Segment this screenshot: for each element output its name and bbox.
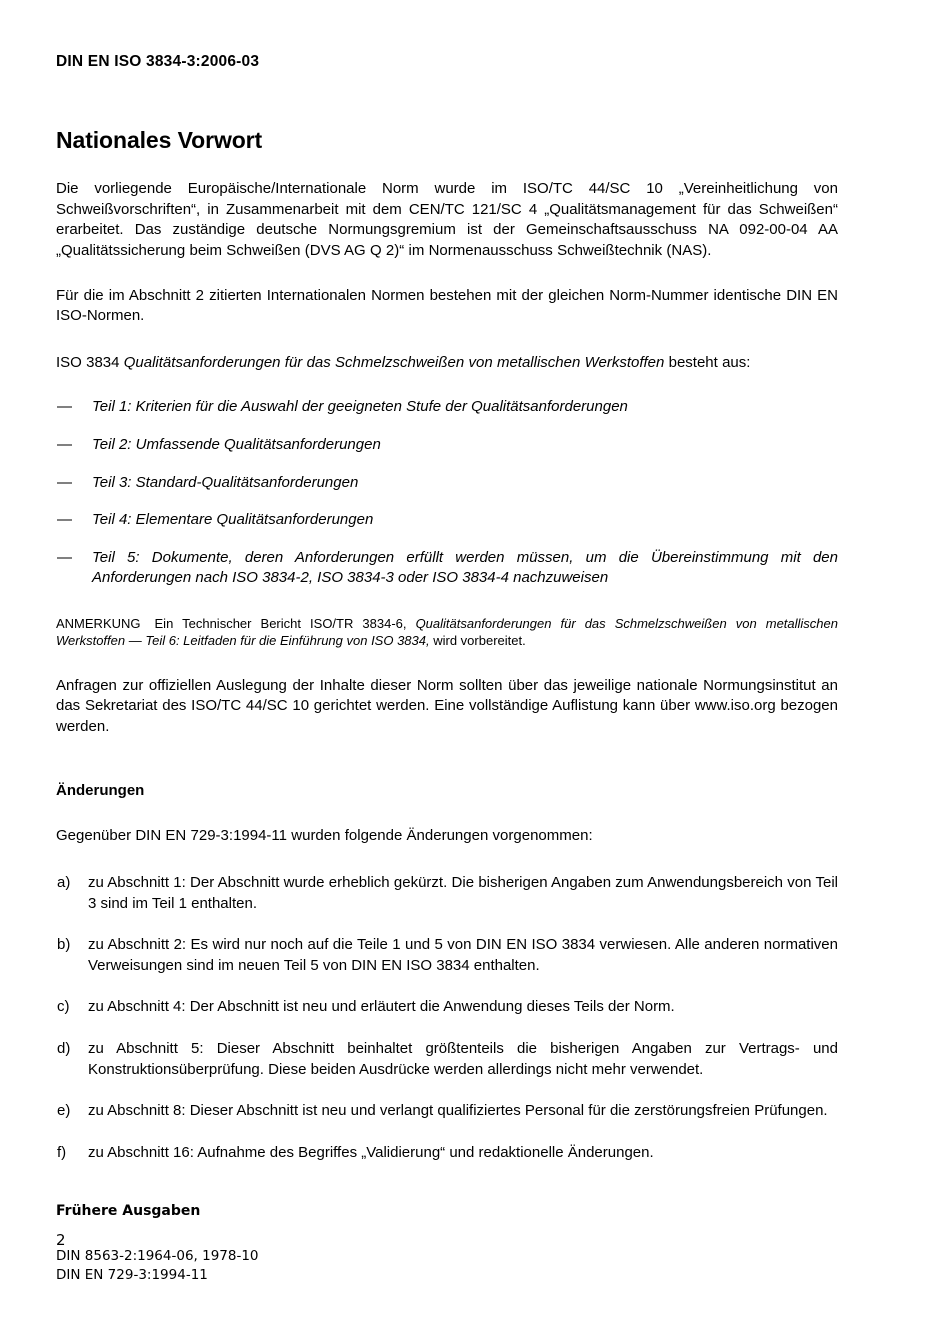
list-item <box>56 935 838 976</box>
changes-intro: Gegenüber DIN EN 729-3:1994-11 wurden folgende Änderungen vorgenommen: <box>56 827 593 845</box>
foreword-paragraph-1: Die vorliegende Europäische/Internationale Norm wurde im ISO/TC 44/SC 10 „Vereinheitlichung von Schweißvorschriften“, in Zusammenarbeit mit dem CEN/TC 121/SC 4 „Qualitätsmanagement für das Schweißen“ erarbeitet. Das zuständige deutsche Normungsgremium ist der Gemeinschaftsausschuss NA 092-00-04 AA „Qualitätssicherung beim Schweißen (DVS AG Q 2)“ im Normenausschuss Schweißtechnik (NAS). <box>56 180 838 260</box>
list-item <box>56 1101 838 1122</box>
list-item-label: Teil 5: Dokumente, deren Anforderungen erfüllt werden müssen, um die Übereinstimmung mit den Anforderungen nach ISO 3834-2, ISO 3834-3 oder ISO 3834-4 nachzuweisen <box>92 548 838 587</box>
changes-heading: Änderungen <box>56 781 145 799</box>
anmerkung-label: ANMERKUNG <box>56 616 141 632</box>
foreword-paragraph-3: Anfragen zur offiziellen Auslegung der Inhalte dieser Norm sollten über das jeweilige nationale Normungsinstitut an das Sekretariat des ISO/TC 44/SC 10 gerichtet werden. Eine vollständige Auflistung kann über www.iso.org bezogen werden. <box>56 676 838 736</box>
list-item <box>56 548 838 589</box>
spacer <box>56 1163 838 1203</box>
running-header: DIN EN ISO 3834-3:2006-03 <box>56 53 260 70</box>
em-dash-icon: — <box>57 436 71 454</box>
list-item-label: Teil 1: Kriterien für die Auswahl der geeigneten Stufe der Qualitätsanforderungen <box>92 398 628 416</box>
parts-list <box>56 397 838 589</box>
spacer <box>56 847 838 873</box>
parts-intro-tail: besteht aus: <box>664 353 751 371</box>
anmerkung-text-tail: wird vorbereitet. <box>429 633 526 649</box>
list-item-label: Teil 2: Umfassende Qualitätsanforderungen <box>92 436 381 454</box>
list-item-marker: f) <box>57 1143 67 1161</box>
spacer <box>56 650 838 676</box>
list-item <box>56 510 838 531</box>
list-item <box>56 997 838 1018</box>
em-dash-icon: — <box>57 473 71 491</box>
list-item-label: zu Abschnitt 4: Der Abschnitt ist neu und erläutert die Anwendung dieses Teils der Norm. <box>88 998 675 1016</box>
list-item <box>56 873 838 914</box>
em-dash-icon: — <box>57 511 71 529</box>
anmerkung-standard-title: Qualitätsanforderungen für das Schmelzschweißen von metallischen Werkstoffen — Teil 6: Leitfaden für die Einführung von ISO 3834, <box>56 616 838 649</box>
list-item <box>56 397 838 418</box>
spacer <box>56 373 838 397</box>
list-item-marker: a) <box>57 873 71 891</box>
list-item-label: zu Abschnitt 8: Dieser Abschnitt ist neu und verlangt qualifiziertes Personal für die zerstörungsfreien Prüfungen. <box>88 1102 828 1120</box>
anmerkung-text-lead: Ein Technischer Bericht ISO/TR 3834-6, <box>154 616 416 632</box>
list-item-marker: d) <box>57 1039 71 1057</box>
list-item <box>56 1039 838 1080</box>
spacer <box>56 1221 838 1247</box>
parts-intro-lead: ISO 3834 <box>56 353 124 371</box>
list-item-marker: c) <box>57 998 70 1016</box>
list-item <box>56 473 838 494</box>
list-item-label: zu Abschnitt 16: Aufnahme des Begriffes „Validierung“ und redaktionelle Änderungen. <box>88 1143 654 1161</box>
anmerkung-note <box>56 615 838 650</box>
page-number: 2 <box>56 1231 66 1249</box>
former-edition-line-2: DIN EN 729-3:1994-11 <box>56 1266 208 1283</box>
em-dash-icon: — <box>57 398 71 416</box>
former-edition-line-1: DIN 8563-2:1964-06, 1978-10 <box>56 1247 259 1264</box>
spacer <box>56 738 838 782</box>
list-item-label: zu Abschnitt 5: Dieser Abschnitt beinhaltet größtenteils die bisherigen Angaben zur Vertrags- und Konstruktionsüberprüfung. Diese beiden Ausdrücke werden allerdings nicht mehr verwendet. <box>88 1039 838 1078</box>
parts-intro-standard-title: Qualitätsanforderungen für das Schmelzschweißen von metallischen Werkstoffen <box>123 353 665 371</box>
list-item-label: zu Abschnitt 1: Der Abschnitt wurde erheblich gekürzt. Die bisherigen Angaben zum Anwendungsbereich von Teil 3 sind im Teil 1 enthalten. <box>88 873 838 912</box>
spacer <box>56 800 838 826</box>
page-title: Nationales Vorwort <box>56 127 263 153</box>
parts-intro <box>56 353 838 374</box>
page-content <box>56 128 838 1285</box>
list-item-marker: e) <box>57 1102 71 1120</box>
list-item <box>56 1143 838 1164</box>
list-item-marker: b) <box>57 936 71 954</box>
former-editions-heading: Frühere Ausgaben <box>56 1203 201 1220</box>
list-item <box>56 435 838 456</box>
spacer <box>56 589 838 615</box>
list-item-label: Teil 4: Elementare Qualitätsanforderungen <box>92 511 374 529</box>
spacer <box>56 327 838 353</box>
spacer <box>56 262 838 286</box>
list-item-label: Teil 3: Standard-Qualitätsanforderungen <box>92 473 359 491</box>
changes-list <box>56 873 838 1163</box>
list-item-label: zu Abschnitt 2: Es wird nur noch auf die Teile 1 und 5 von DIN EN ISO 3834 verwiesen. Alle anderen normativen Verweisungen sind im neuen Teil 5 von DIN EN ISO 3834 enthalten. <box>88 936 838 974</box>
foreword-paragraph-2: Für die im Abschnitt 2 zitierten Internationalen Normen bestehen mit der gleichen Norm-Nummer identische DIN EN ISO-Normen. <box>56 286 838 325</box>
em-dash-icon: — <box>57 548 71 566</box>
